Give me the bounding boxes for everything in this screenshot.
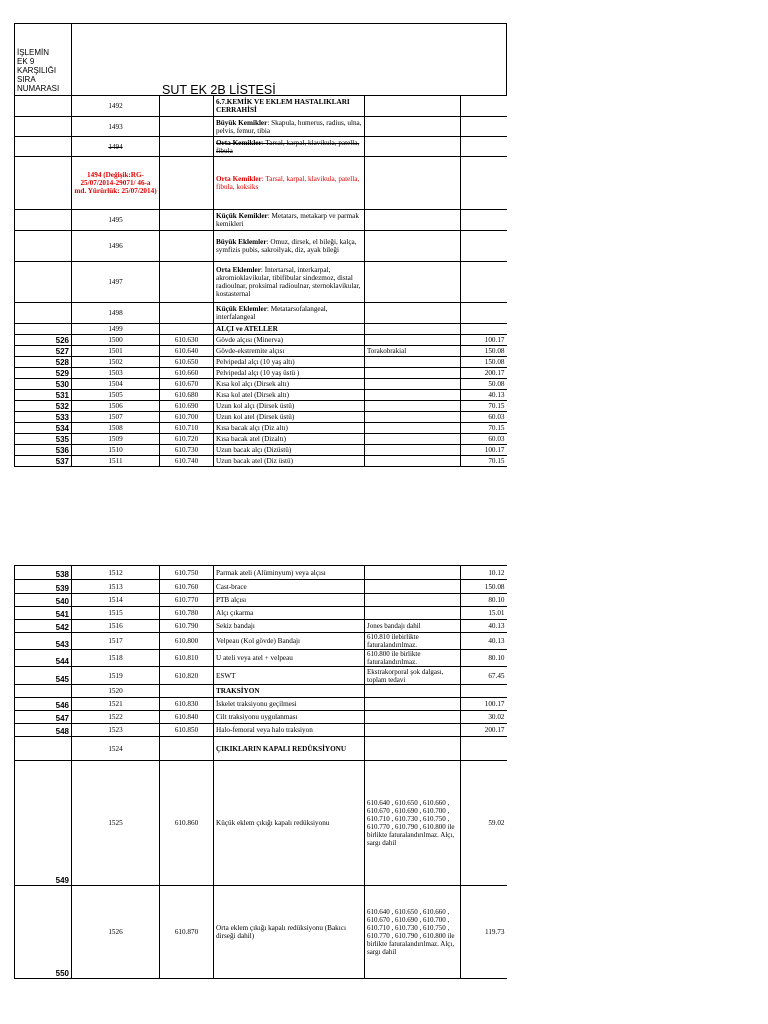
header-line: KARŞILIĞI (17, 66, 57, 75)
row-number (15, 324, 72, 335)
sira-no: 1499 (72, 324, 160, 335)
procedure-note (365, 607, 461, 620)
procedure-name: Pelvipedal alçı (10 yaş altı) (214, 357, 365, 368)
procedure-name: Uzun bacak atel (Diz üstü) (214, 456, 365, 467)
row-number: 540 (15, 594, 72, 607)
procedure-note (365, 210, 461, 231)
procedure-points (461, 262, 507, 303)
procedure-name (214, 117, 365, 137)
procedure-table-top (14, 23, 507, 467)
sira-no: 1522 (72, 711, 160, 724)
procedure-code: 610.760 (160, 580, 214, 594)
procedure-note: Torakobrakial (365, 346, 461, 357)
row-number: 544 (15, 650, 72, 667)
procedure-points: 10.12 (461, 566, 507, 580)
sira-no: 1501 (72, 346, 160, 357)
procedure-points: 100.17 (461, 335, 507, 346)
procedure-note (365, 401, 461, 412)
procedure-note (365, 566, 461, 580)
table-row (15, 401, 507, 412)
sira-no: 1494 (72, 137, 160, 157)
sira-no: 1519 (72, 667, 160, 685)
sira-no: 1511 (72, 456, 160, 467)
sira-no: 1525 (72, 761, 160, 886)
row-number (15, 737, 72, 761)
procedure-points (461, 96, 507, 117)
procedure-note (365, 390, 461, 401)
procedure-code: 610.790 (160, 620, 214, 633)
procedure-points: 100.17 (461, 698, 507, 711)
procedure-code: 610.710 (160, 423, 214, 434)
procedure-points: 40.13 (461, 390, 507, 401)
table-row (15, 886, 507, 979)
row-number (15, 137, 72, 157)
row-number: 534 (15, 423, 72, 434)
table-row (15, 633, 507, 650)
sira-no: 1513 (72, 580, 160, 594)
category-items: : İntertarsal, interkarpal, akromioklavikular, tibifibular sindezmoz, distal radioulnar, proksimal radioulnar, sternoklavikular, kostasternal (216, 266, 361, 298)
procedure-points (461, 303, 507, 324)
procedure-code: 610.840 (160, 711, 214, 724)
table-row (15, 620, 507, 633)
sira-no: 1505 (72, 390, 160, 401)
procedure-points: 40.13 (461, 633, 507, 650)
category-label: Büyük Eklemler (216, 238, 267, 246)
table-row (15, 434, 507, 445)
procedure-code (160, 324, 214, 335)
table-row (15, 303, 507, 324)
procedure-points (461, 324, 507, 335)
sira-no: 1523 (72, 724, 160, 737)
procedure-name: Cast-brace (214, 580, 365, 594)
procedure-note (365, 117, 461, 137)
table-row (15, 667, 507, 685)
category-label: Orta Kemikler (216, 138, 262, 147)
header-line: NUMARASI (17, 84, 60, 93)
procedure-code: 610.730 (160, 445, 214, 456)
sira-no: 1512 (72, 566, 160, 580)
procedure-name: PTB alçısı (214, 594, 365, 607)
table-row (15, 157, 507, 210)
procedure-name: Parmak ateli (Alüminyum) veya alçısı (214, 566, 365, 580)
procedure-note (365, 737, 461, 761)
procedure-note (365, 412, 461, 423)
row-number: 538 (15, 566, 72, 580)
table-row (15, 324, 507, 335)
procedure-note (365, 711, 461, 724)
sira-no: 1516 (72, 620, 160, 633)
row-number: 549 (15, 761, 72, 886)
procedure-note (365, 685, 461, 698)
procedure-code: 610.820 (160, 667, 214, 685)
category-items: : Metatarsofalangeal, interfalangeal (216, 305, 328, 321)
procedure-note (365, 698, 461, 711)
sira-no: 1514 (72, 594, 160, 607)
table-row (15, 711, 507, 724)
row-number: 529 (15, 368, 72, 379)
row-number: 527 (15, 346, 72, 357)
procedure-code (160, 685, 214, 698)
row-number (15, 117, 72, 137)
procedure-code (160, 231, 214, 262)
procedure-points (461, 137, 507, 157)
procedure-name: Alçı çıkarma (214, 607, 365, 620)
procedure-points (461, 685, 507, 698)
row-number (15, 210, 72, 231)
procedure-note: Ekstrakorporal şok dalgası, toplam tedavi (365, 667, 461, 685)
sira-no: 1507 (72, 412, 160, 423)
procedure-points (461, 157, 507, 210)
procedure-name: İskelet traksiyonu geçilmesi (214, 698, 365, 711)
procedure-note (365, 357, 461, 368)
category-items: : Omuz, dirsek, el bileği, kalça, symfizis pubis, sakroilyak, diz, ayak bileği (216, 238, 357, 254)
procedure-name: 6.7.KEMİK VE EKLEM HASTALIKLARI CERRAHİSİ (214, 96, 365, 117)
procedure-points: 100.17 (461, 445, 507, 456)
row-number (15, 262, 72, 303)
procedure-code: 610.770 (160, 594, 214, 607)
row-number (15, 96, 72, 117)
sira-no: 1518 (72, 650, 160, 667)
row-number (15, 685, 72, 698)
sira-no: 1524 (72, 737, 160, 761)
procedure-code (160, 137, 214, 157)
sira-no: 1526 (72, 886, 160, 979)
table-row (15, 423, 507, 434)
procedure-code: 610.680 (160, 390, 214, 401)
sira-no: 1500 (72, 335, 160, 346)
procedure-code (160, 262, 214, 303)
procedure-points: 80.10 (461, 650, 507, 667)
procedure-points (461, 737, 507, 761)
procedure-name: Velpeau (Kol gövde) Bandajı (214, 633, 365, 650)
procedure-note: Jones bandajı dahil (365, 620, 461, 633)
table-row (15, 137, 507, 157)
row-number: 543 (15, 633, 72, 650)
procedure-name: Uzun kol alçı (Dirsek üstü) (214, 401, 365, 412)
table-row (15, 698, 507, 711)
row-number: 530 (15, 379, 72, 390)
procedure-points: 150.08 (461, 580, 507, 594)
sira-no: 1510 (72, 445, 160, 456)
table-row (15, 412, 507, 423)
procedure-points: 40.13 (461, 620, 507, 633)
procedure-note (365, 157, 461, 210)
category-items: : Metatars, metakarp ve parmak kemikleri (216, 212, 359, 228)
table-row (15, 390, 507, 401)
procedure-name: Küçük eklem çıkığı kapalı redüksiyonu (214, 761, 365, 886)
sira-no: 1502 (72, 357, 160, 368)
sira-no: 1495 (72, 210, 160, 231)
procedure-points: 15.01 (461, 607, 507, 620)
procedure-name: Kısa kol alçı (Dirsek altı) (214, 379, 365, 390)
procedure-points: 30.02 (461, 711, 507, 724)
row-number (15, 231, 72, 262)
procedure-name (214, 262, 365, 303)
row-number: 526 (15, 335, 72, 346)
procedure-note (365, 335, 461, 346)
procedure-note: 610.810 ilebirlikte faturalandırılmaz. (365, 633, 461, 650)
procedure-note (365, 231, 461, 262)
procedure-code (160, 737, 214, 761)
table-row (15, 607, 507, 620)
procedure-name: ÇIKIKLARIN KAPALI REDÜKSİYONU (214, 737, 365, 761)
procedure-note (365, 137, 461, 157)
procedure-points: 60.03 (461, 434, 507, 445)
sira-no: 1503 (72, 368, 160, 379)
procedure-code: 610.800 (160, 633, 214, 650)
category-label: Küçük Kemikler (216, 212, 268, 220)
row-number: 550 (15, 886, 72, 979)
procedure-note: 610.640 , 610.650 , 610.660 , 610.670 , 610.690 , 610.700 , 610.710 , 610.730 , 610.750 , 610.770 , 610.790 , 610.800 ile birlikte faturalandırılmaz. Alçı, sargı dahil (365, 761, 461, 886)
procedure-note (365, 445, 461, 456)
table-row (15, 96, 507, 117)
procedure-code: 610.750 (160, 566, 214, 580)
procedure-points: 119.73 (461, 886, 507, 979)
row-number: 532 (15, 401, 72, 412)
procedure-points: 70.15 (461, 456, 507, 467)
procedure-code: 610.630 (160, 335, 214, 346)
row-number: 531 (15, 390, 72, 401)
sira-no: 1508 (72, 423, 160, 434)
procedure-points: 70.15 (461, 401, 507, 412)
procedure-note (365, 262, 461, 303)
sira-no: 1504 (72, 379, 160, 390)
procedure-code: 610.830 (160, 698, 214, 711)
procedure-points (461, 231, 507, 262)
procedure-note (365, 423, 461, 434)
procedure-points: 80.10 (461, 594, 507, 607)
procedure-code: 610.690 (160, 401, 214, 412)
procedure-note (365, 303, 461, 324)
procedure-note (365, 368, 461, 379)
procedure-code: 610.640 (160, 346, 214, 357)
row-number (15, 303, 72, 324)
procedure-name: U ateli veya atel + velpeau (214, 650, 365, 667)
procedure-name: Kısa kol atel (Dirsek altı) (214, 390, 365, 401)
sira-no: 1492 (72, 96, 160, 117)
row-number: 545 (15, 667, 72, 685)
procedure-name (214, 210, 365, 231)
procedure-code (160, 96, 214, 117)
row-number (15, 157, 72, 210)
sira-no: 1496 (72, 231, 160, 262)
sira-no: 1520 (72, 685, 160, 698)
category-label: Büyük Kemikler (216, 118, 268, 127)
procedure-name (214, 137, 365, 157)
row-number: 539 (15, 580, 72, 594)
procedure-points: 200.17 (461, 368, 507, 379)
category-label: Orta Kemikler (216, 175, 262, 183)
procedure-points: 200.17 (461, 724, 507, 737)
procedure-code: 610.700 (160, 412, 214, 423)
procedure-points: 60.03 (461, 412, 507, 423)
table-row (15, 357, 507, 368)
procedure-points (461, 117, 507, 137)
table-row (15, 379, 507, 390)
row-number: 536 (15, 445, 72, 456)
procedure-note: 610.640 , 610.650 , 610.660 , 610.670 , 610.690 , 610.700 , 610.710 , 610.730 , 610.750 , 610.770 , 610.790 , 610.800 ile birlikte faturalandırılmaz. Alçı, sargı dahil (365, 886, 461, 979)
procedure-code: 610.870 (160, 886, 214, 979)
procedure-points: 70.15 (461, 423, 507, 434)
procedure-code (160, 117, 214, 137)
procedure-code: 610.670 (160, 379, 214, 390)
column-header-sira-numarasi (15, 24, 72, 96)
procedure-name: Uzun kol atel (Dirsek üstü) (214, 412, 365, 423)
procedure-code (160, 210, 214, 231)
table-row (15, 650, 507, 667)
procedure-code: 610.780 (160, 607, 214, 620)
sira-no: 1509 (72, 434, 160, 445)
procedure-code: 610.650 (160, 357, 214, 368)
table-row (15, 456, 507, 467)
table-row (15, 335, 507, 346)
header-line: İŞLEMİN (17, 48, 50, 57)
row-number: 535 (15, 434, 72, 445)
procedure-name (214, 303, 365, 324)
sira-no: 1517 (72, 633, 160, 650)
procedure-points: 150.08 (461, 346, 507, 357)
table-row (15, 368, 507, 379)
procedure-points: 59.02 (461, 761, 507, 886)
table-row (15, 346, 507, 357)
procedure-points: 67.45 (461, 667, 507, 685)
procedure-name: Sekiz bandajı (214, 620, 365, 633)
row-number: 542 (15, 620, 72, 633)
row-number: 533 (15, 412, 72, 423)
procedure-name: Kısa bacak atel (Dizaltı) (214, 434, 365, 445)
sira-no: 1515 (72, 607, 160, 620)
table-row (15, 737, 507, 761)
table-row (15, 566, 507, 580)
procedure-note (365, 434, 461, 445)
sira-no: 1494 (Değişik:RG-25/07/2014-29071/ 46-a md. Yürürlük: 25/07/2014) (72, 157, 160, 210)
table-row (15, 210, 507, 231)
row-number: 548 (15, 724, 72, 737)
procedure-code (160, 157, 214, 210)
table-row (15, 445, 507, 456)
procedure-name (214, 231, 365, 262)
procedure-note (365, 580, 461, 594)
sira-no: 1493 (72, 117, 160, 137)
table-row (15, 231, 507, 262)
category-label: Orta Eklemler (216, 266, 261, 274)
procedure-note (365, 594, 461, 607)
procedure-points (461, 210, 507, 231)
header-line: SIRA (17, 75, 36, 84)
procedure-code: 610.720 (160, 434, 214, 445)
sira-no: 1506 (72, 401, 160, 412)
procedure-name: Cilt traksiyonu uygulanması (214, 711, 365, 724)
procedure-code: 610.860 (160, 761, 214, 886)
procedure-code: 610.660 (160, 368, 214, 379)
procedure-name: ALÇI ve ATELLER (214, 324, 365, 335)
procedure-name: Uzun bacak alçı (Dizüstü) (214, 445, 365, 456)
procedure-note (365, 379, 461, 390)
procedure-table-bottom (14, 565, 507, 979)
procedure-code (160, 303, 214, 324)
procedure-name: Pelvipedal alçı (10 yaş üstü ) (214, 368, 365, 379)
procedure-note (365, 96, 461, 117)
procedure-name: ESWT (214, 667, 365, 685)
table-row (15, 580, 507, 594)
page-title: SUT EK 2B LİSTESİ (72, 24, 507, 96)
procedure-name: Orta eklem çıkığı kapalı redüksiyonu (Bakıcı dirseği dahil) (214, 886, 365, 979)
procedure-code: 610.850 (160, 724, 214, 737)
category-items: : Skapula, humerus, radius, ulna, pelvis, femur, tibia (216, 118, 362, 135)
row-number: 547 (15, 711, 72, 724)
category-items: : Tarsal, karpal, klavikula, patella, fibula, koksiks (216, 175, 360, 191)
row-number: 537 (15, 456, 72, 467)
procedure-code: 610.740 (160, 456, 214, 467)
row-number: 546 (15, 698, 72, 711)
procedure-name: Gövde-ekstremite alçısı (214, 346, 365, 357)
table-row (15, 724, 507, 737)
sira-no: 1498 (72, 303, 160, 324)
procedure-name: Kısa bacak alçı (Diz altı) (214, 423, 365, 434)
procedure-note: 610.800 ile birlikte faturalandırılmaz. (365, 650, 461, 667)
category-items: : Tarsal, karpal, klavikula, patella, fibula (216, 138, 360, 155)
sira-no: 1521 (72, 698, 160, 711)
procedure-note (365, 324, 461, 335)
procedure-code: 610.810 (160, 650, 214, 667)
table-row (15, 117, 507, 137)
procedure-name: Halo-femoral veya halo traksiyon (214, 724, 365, 737)
procedure-name (214, 157, 365, 210)
category-label: Küçük Eklemler (216, 305, 267, 313)
table-row (15, 685, 507, 698)
row-number: 541 (15, 607, 72, 620)
procedure-name: Gövde alçısı (Minerva) (214, 335, 365, 346)
table-row (15, 761, 507, 886)
procedure-note (365, 456, 461, 467)
procedure-points: 150.08 (461, 357, 507, 368)
table-row (15, 262, 507, 303)
procedure-note (365, 724, 461, 737)
procedure-name: TRAKSİYON (214, 685, 365, 698)
header-line: EK 9 (17, 57, 35, 66)
sira-no: 1497 (72, 262, 160, 303)
procedure-points: 50.08 (461, 379, 507, 390)
row-number: 528 (15, 357, 72, 368)
table-row (15, 594, 507, 607)
